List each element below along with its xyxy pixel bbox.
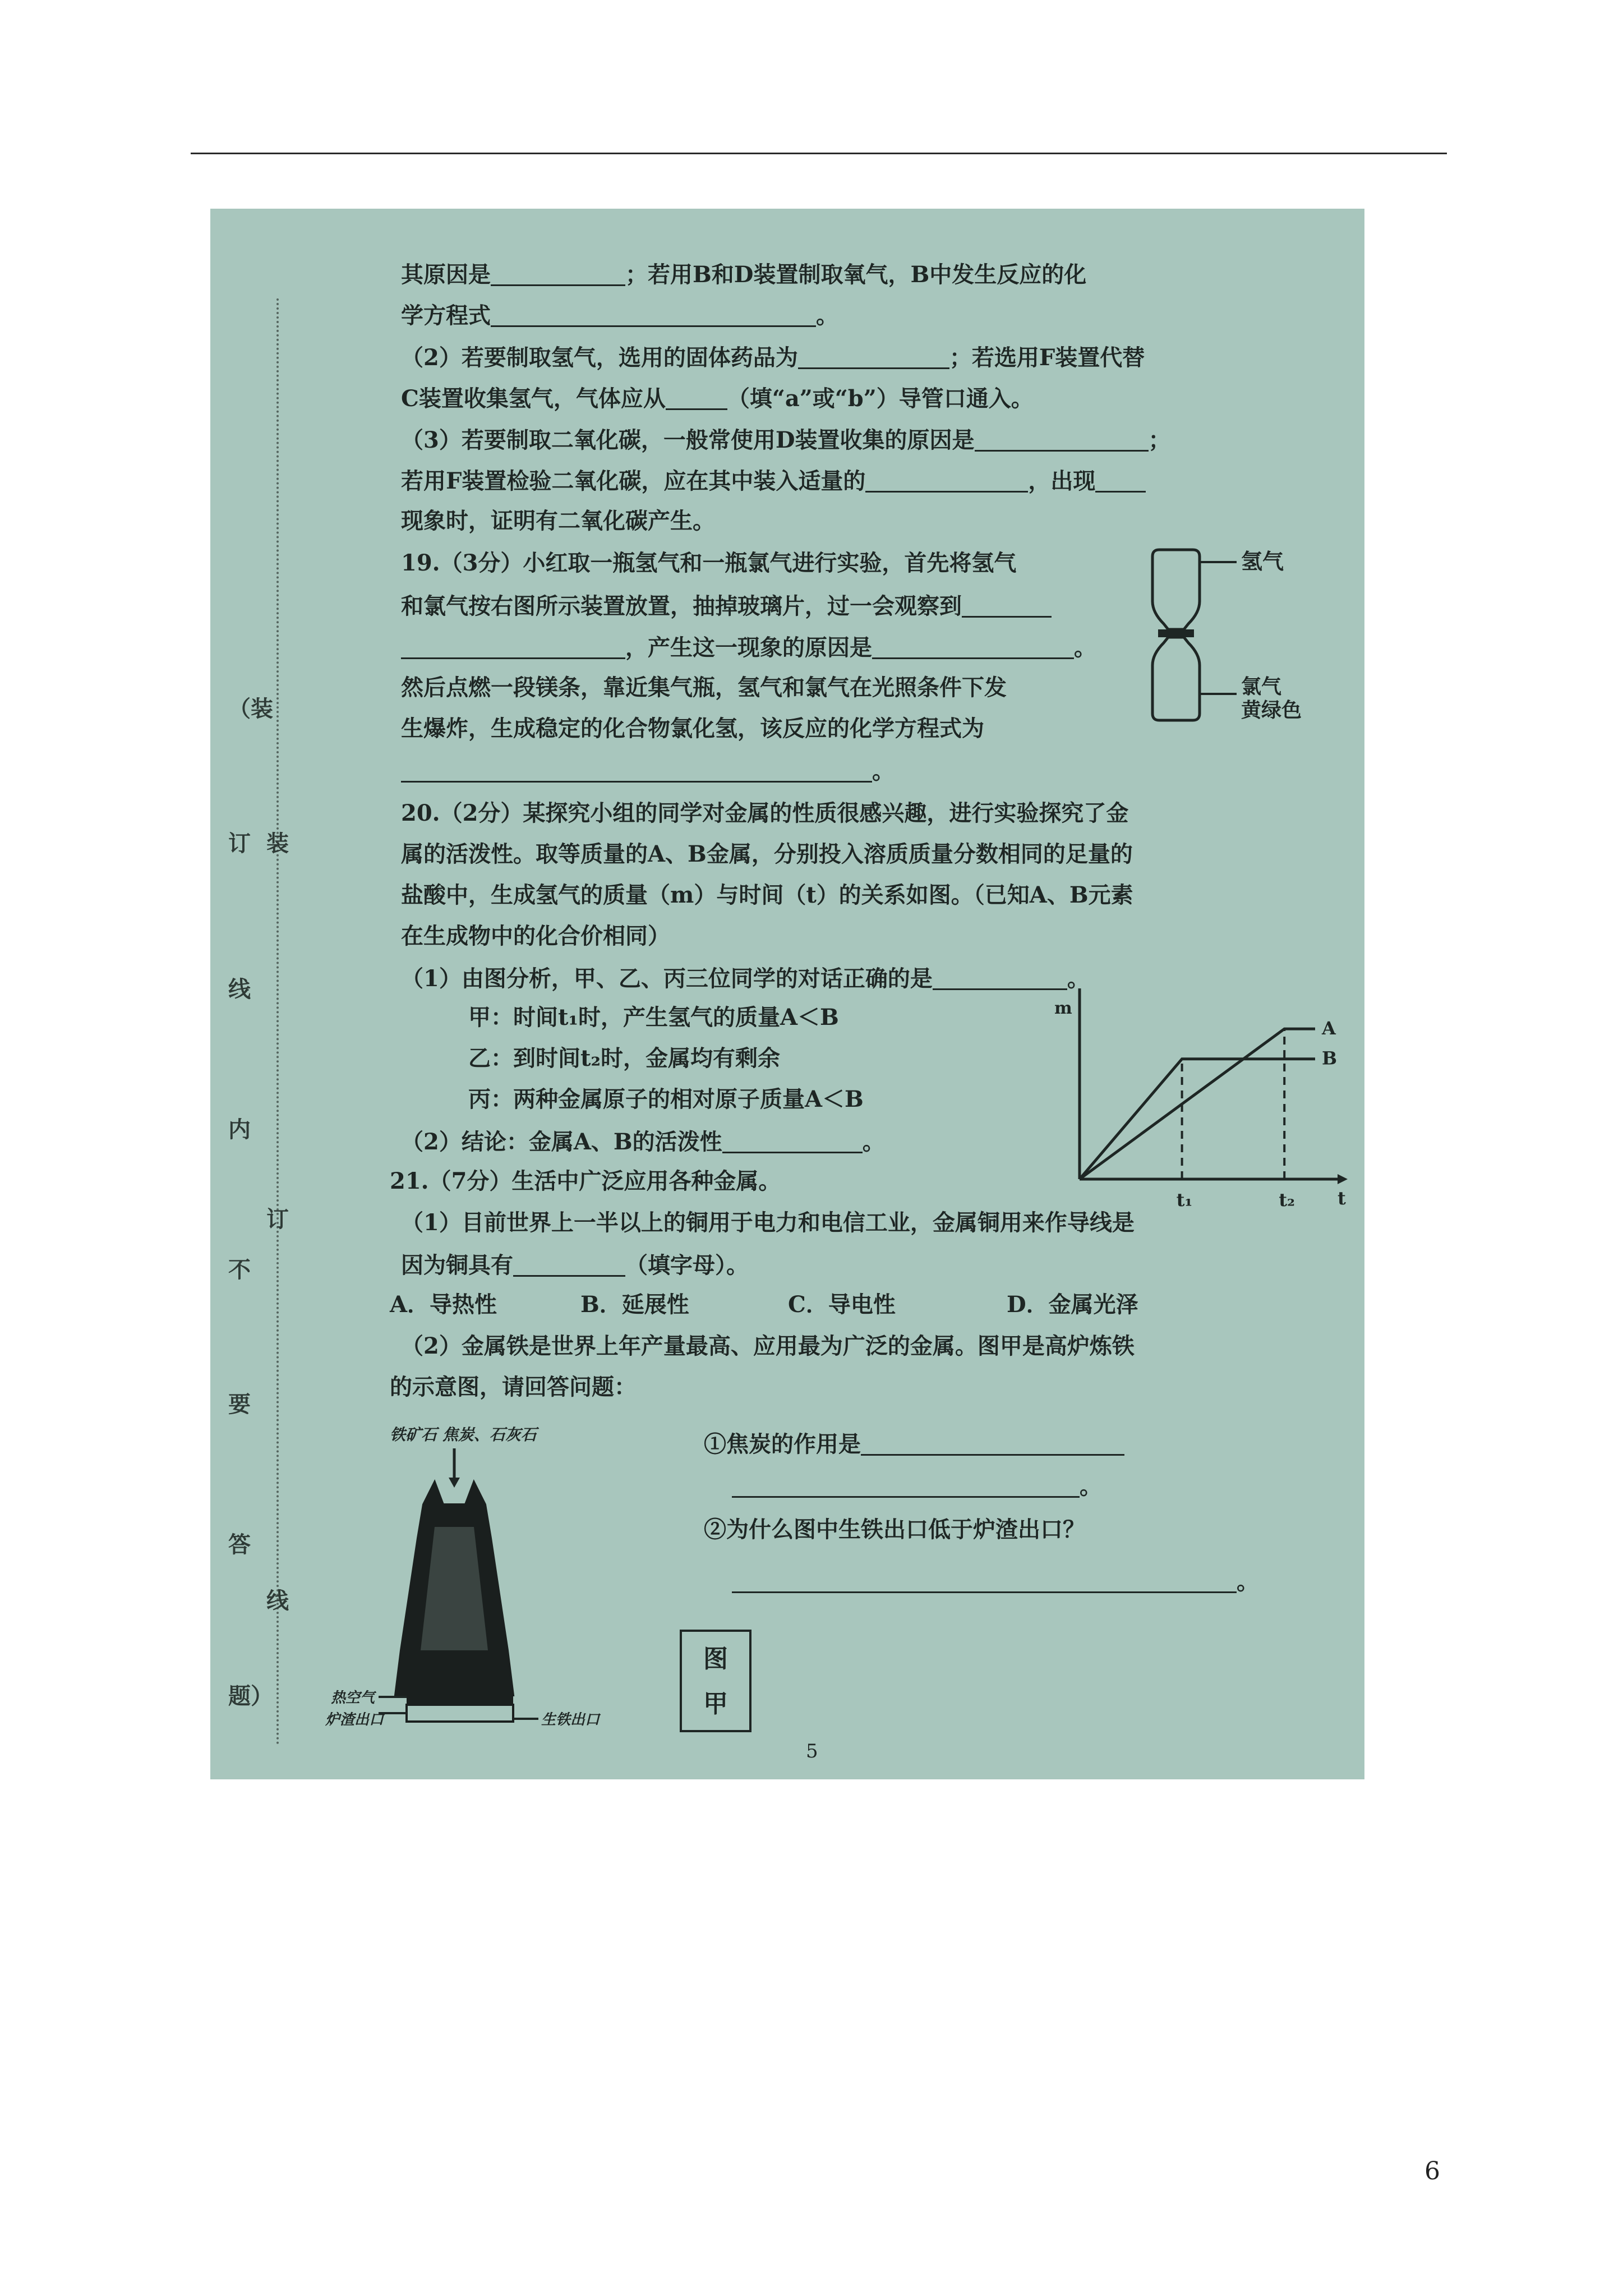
- answer-blank[interactable]: [1095, 468, 1146, 493]
- x-axis-arrow: [1338, 1174, 1348, 1184]
- margin-dotted-line: [276, 298, 281, 1746]
- answer-blank[interactable]: [401, 758, 872, 783]
- margin-char-inner: 装: [266, 830, 289, 857]
- header-rule: [191, 153, 1447, 154]
- q20-option: 甲：时间t₁时，产生氢气的质量A＜B: [468, 1004, 839, 1030]
- q19-text: 生爆炸，生成稳定的化合物氯化氢，该反应的化学方程式为: [401, 715, 984, 742]
- q20-text: 盐酸中，生成氢气的质量（m）与时间（t）的关系如图。（已知A、B元素: [401, 882, 1133, 908]
- y-axis-label: m: [1054, 999, 1072, 1018]
- answer-blank[interactable]: [732, 1474, 1080, 1498]
- text-line: （3）若要制取二氧化碳，一般常使用D装置收集的原因是 ；: [401, 427, 1171, 453]
- text-line: C装置收集氢气，气体应从 （填“a”或“b”）导管口通入。: [401, 385, 1034, 412]
- series-label-B: B: [1322, 1047, 1338, 1069]
- x-axis-label: t: [1338, 1188, 1346, 1209]
- margin-char-inner: 订: [266, 1206, 289, 1232]
- text-line: 若用F装置检验二氧化碳，应在其中装入适量的 ，出现: [401, 468, 1146, 493]
- margin-char: 题）: [228, 1683, 273, 1709]
- x-tick-label: t₁: [1176, 1189, 1193, 1211]
- answer-blank[interactable]: [962, 593, 1052, 618]
- text-line: （2）若要制取氢气，选用的固体药品为 ；若选用F装置代替: [401, 344, 1145, 371]
- margin-char: 不: [228, 1257, 251, 1283]
- q19-text: 和氯气按右图所示装置放置，抽掉玻璃片，过一会观察到: [401, 593, 1052, 618]
- label-furnace-inputs: 铁矿石 焦炭、石灰石: [390, 1425, 537, 1444]
- answer-blank[interactable]: [722, 1129, 863, 1153]
- answer-blank[interactable]: [872, 635, 1074, 659]
- q20-text: （1）由图分析，甲、乙、丙三位同学的对话正确的是 。: [401, 965, 1090, 992]
- margin-char: 内: [228, 1116, 251, 1143]
- series-line-B: [1080, 1059, 1315, 1179]
- mass-time-chart: [1046, 988, 1360, 1213]
- q21-subquestion: ②为什么图中生铁出口低于炉渣出口？: [704, 1516, 1085, 1543]
- bottom-bottle: [1152, 637, 1200, 720]
- series-label-A: A: [1322, 1018, 1336, 1039]
- label-hydrogen: 氢气: [1241, 549, 1284, 574]
- q20-text: （2）结论：金属A、B的活泼性 。: [401, 1129, 885, 1155]
- answer-blank[interactable]: [798, 345, 949, 369]
- q20-text: 20.（2分）某探究小组的同学对金属的性质很感兴趣，进行实验探究了金: [401, 800, 1129, 826]
- label-hot-air: 热空气: [331, 1690, 375, 1706]
- gas-bottles-figure: [1141, 545, 1338, 747]
- margin-char-inner: 线: [266, 1588, 289, 1614]
- q21-subquestion: 。: [732, 1569, 1259, 1593]
- q19-text: ，产生这一现象的原因是 。: [401, 635, 1096, 659]
- answer-blank[interactable]: [491, 303, 816, 327]
- answer-blank[interactable]: [933, 966, 1067, 990]
- margin-char: 订: [228, 830, 251, 857]
- margin-char: 答: [228, 1531, 251, 1558]
- blast-furnace-figure: [322, 1415, 693, 1751]
- q19-text: 。: [401, 758, 895, 783]
- choice-c: C．导电性: [788, 1291, 896, 1318]
- q20-text: 属的活泼性。取等质量的A、B金属，分别投入溶质质量分数相同的足量的: [401, 841, 1133, 867]
- binding-margin: [210, 209, 311, 1779]
- q21-text: （1）目前世界上一半以上的铜用于电力和电信工业，金属铜用来作导线是: [401, 1209, 1135, 1236]
- label-iron-outlet: 生铁出口: [541, 1711, 600, 1728]
- choice-b: B．延展性: [580, 1291, 689, 1318]
- q19-text: 然后点燃一段镁条，靠近集气瓶，氢气和氯气在光照条件下发: [401, 674, 1007, 701]
- text-line: 学方程式 。: [401, 302, 838, 329]
- answer-blank[interactable]: [666, 386, 727, 410]
- answer-blank[interactable]: [401, 635, 625, 659]
- figure-caption-line: 甲: [703, 1690, 728, 1718]
- text-line: 现象时，证明有二氧化碳产生。: [401, 508, 715, 534]
- x-tick-label: t₂: [1279, 1189, 1295, 1211]
- q21-text: 因为铜具有 （填字母）。: [401, 1252, 749, 1278]
- choice-d: D．金属光泽: [1007, 1291, 1138, 1318]
- top-bottle: [1152, 550, 1200, 629]
- label-yellow-green: 黄绿色: [1241, 698, 1302, 722]
- q21-subquestion: ①焦炭的作用是: [704, 1432, 1124, 1456]
- margin-char: （装: [228, 696, 273, 722]
- scan-page-number: 5: [806, 1740, 818, 1763]
- answer-blank[interactable]: [513, 1253, 625, 1277]
- margin-char: 线: [228, 976, 251, 1002]
- q21-text: 的示意图，请回答问题：: [390, 1374, 637, 1400]
- q19-text: 19.（3分）小红取一瓶氢气和一瓶氯气进行实验，首先将氢气: [401, 550, 1017, 576]
- text-line: 其原因是 ；若用B和D装置制取氧气，B中发生反应的化: [401, 261, 1087, 288]
- figure-caption-line: 图: [703, 1645, 728, 1673]
- q20-option: 乙：到时间t₂时，金属均有剩余: [468, 1045, 780, 1071]
- series-line-A: [1080, 1029, 1315, 1179]
- q20-option: 丙：两种金属原子的相对原子质量A＜B: [468, 1086, 864, 1112]
- choice-a: A．导热性: [390, 1291, 497, 1318]
- answer-blank[interactable]: [865, 468, 1028, 493]
- q20-text: 在生成物中的化合价相同）: [401, 923, 670, 949]
- margin-char: 要: [228, 1391, 251, 1418]
- scanned-exam-page: [210, 209, 1364, 1779]
- q21-text: 21.（7分）生活中广泛应用各种金属。: [390, 1168, 781, 1194]
- answer-blank[interactable]: [732, 1569, 1237, 1593]
- label-slag-outlet: 炉渣出口: [325, 1711, 384, 1728]
- page-number: 6: [1424, 2157, 1440, 2185]
- q21-subquestion: 。: [732, 1474, 1102, 1498]
- figure-caption-box: [680, 1630, 751, 1732]
- label-chlorine: 氯气: [1241, 675, 1282, 698]
- answer-blank[interactable]: [861, 1432, 1124, 1456]
- q21-text: （2）金属铁是世界上年产量最高、应用最为广泛的金属。图甲是高炉炼铁: [401, 1333, 1135, 1359]
- answer-blank[interactable]: [491, 262, 625, 286]
- answer-blank[interactable]: [975, 427, 1149, 452]
